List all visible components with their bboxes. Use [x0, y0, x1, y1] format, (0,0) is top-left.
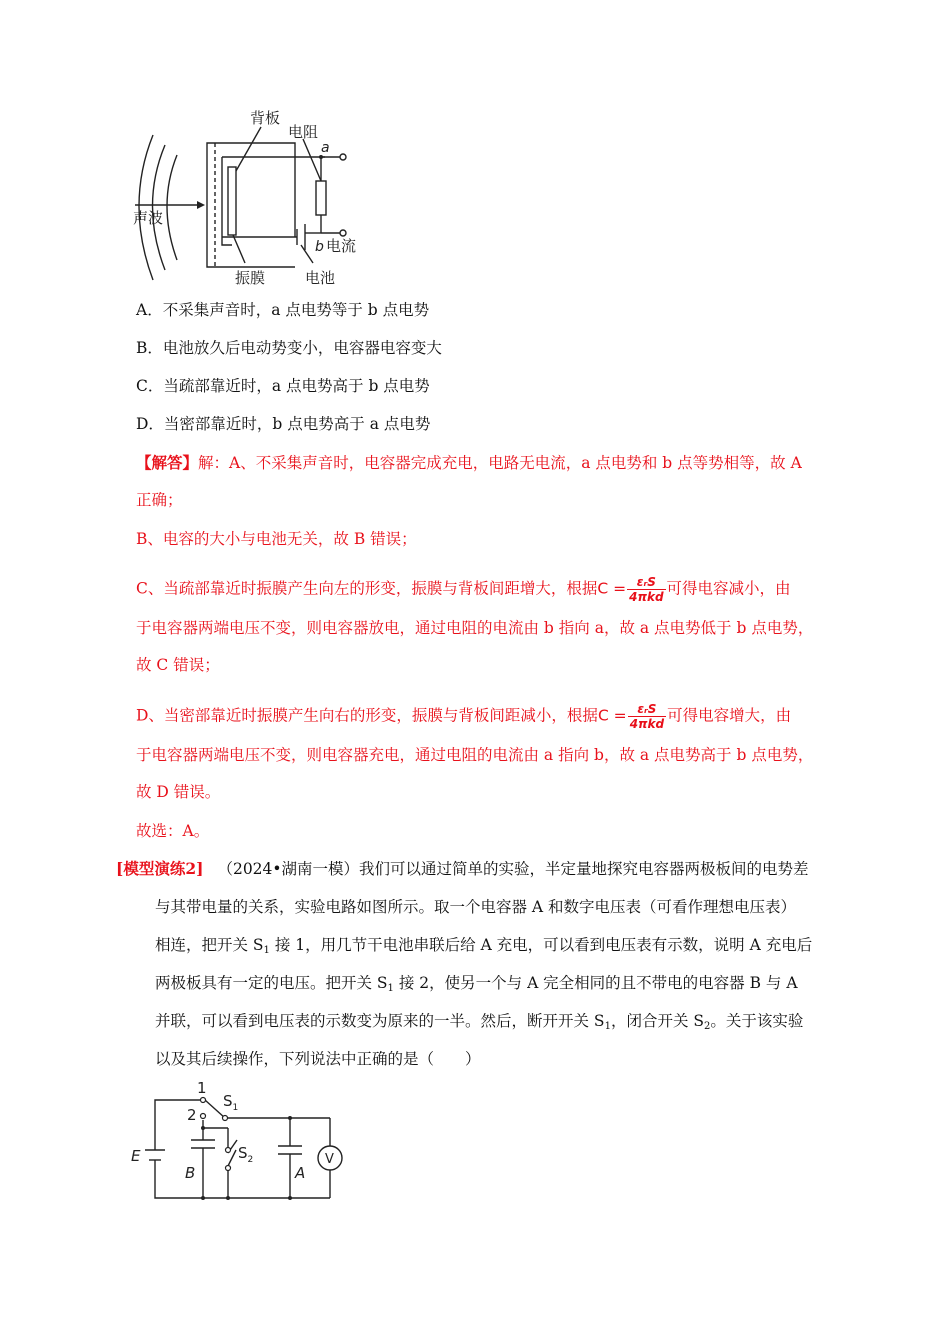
option-b: B．电池放久后电动势变小，电容器电容变大 [136, 339, 442, 357]
label-resistor: 电阻 [288, 123, 319, 141]
sound-wave-arc-3 [167, 155, 177, 260]
answer-a-text: 解：A、不采集声音时，电容器完成充电，电路无电流，a 点电势和 b 点等势相等，故 A [198, 454, 802, 472]
sound-wave-arc-1 [153, 145, 166, 270]
question2-line3: 相连，把开关 $S_1$ 接 1，用几节干电池串联后给 A 充电，可以看到电压表有示数，说明 A 充电后 [155, 936, 813, 956]
answer-line-c2: 于电容器两端电压不变，则电容器放电，通过电阻的电流由 b 指向 a，故 a 点电势低于 b 点电势， [136, 619, 814, 637]
label-terminal-2: 2 [187, 1106, 197, 1124]
label-s1: $S_1$ [223, 1092, 239, 1113]
question2-line2: 与其带电量的关系，实验电路如图所示。取一个电容器 A 和数字电压表（可看作理想电压表） [155, 898, 797, 916]
answer-line-a2: 正确； [136, 491, 183, 509]
label-battery: 电池 [305, 269, 336, 287]
sound-wave-arc-2 [139, 135, 153, 280]
formula-numerator-2: εᵣS [628, 702, 666, 717]
capacitance-formula [627, 575, 665, 604]
answer-d-pre: D、当密部靠近时振膜产生向右的形变，振膜与背板间距减小，根据 [136, 706, 598, 725]
microphone-circuit-diagram [125, 105, 375, 295]
formula-lhs: C = [597, 579, 627, 598]
label-capacitor-a: A [295, 1164, 306, 1182]
answer-d-post: 可得电容增大，由 [667, 706, 792, 725]
label-voltmeter: V [325, 1152, 334, 1167]
option-d: D．当密部靠近时，b 点电势高于 a 点电势 [136, 415, 431, 433]
formula-numerator: εᵣS [627, 575, 665, 590]
answer-line-d2: 于电容器两端电压不变，则电容器充电，通过电阻的电流由 a 指向 b，故 a 点电势高于 b 点电势， [136, 746, 814, 764]
answer-line-c1 [136, 575, 791, 604]
formula-denominator: 4πkd [629, 590, 664, 604]
answer-line-a1 [136, 452, 802, 474]
answer-line-d3: 故 D 错误。 [136, 783, 221, 801]
question2-text1: （2024•湖南一模）我们可以通过简单的实验，半定量地探究电容器两极板间的电势差 [217, 860, 809, 878]
label-capacitor-b: B [185, 1164, 196, 1182]
answer-c-pre: C、当疏部靠近时振膜产生向左的形变，振膜与背板间距增大，根据 [136, 579, 598, 598]
label-s2: $S_2$ [238, 1144, 254, 1165]
question2-tag: [模型演练2] [116, 859, 204, 878]
answer-line-b: B、电容的大小与电池无关，故 B 错误； [136, 530, 417, 548]
label-current: 电流 [326, 237, 357, 255]
label-a: a [321, 140, 330, 156]
label-b: b [315, 239, 324, 255]
capacitance-formula-2 [628, 702, 666, 731]
answer-c-post: 可得电容减小，由 [666, 579, 791, 598]
label-sound-wave: 声波 [133, 209, 164, 227]
formula-denominator-2: 4πkd [629, 717, 665, 731]
label-back-plate: 背板 [250, 109, 281, 127]
answer-line-c3: 故 C 错误； [136, 656, 220, 674]
option-c: C．当疏部靠近时，a 点电势高于 b 点电势 [136, 377, 430, 395]
label-diaphragm: 振膜 [235, 269, 266, 287]
capacitor-circuit-diagram [125, 1078, 355, 1208]
question2-line6: 以及其后续操作，下列说法中正确的是（ ） [155, 1050, 481, 1068]
label-terminal-1: 1 [197, 1079, 207, 1097]
answer-tag: 【解答】 [136, 453, 199, 472]
answer-final: 故选：A。 [136, 822, 210, 840]
formula-lhs-2: C = [597, 706, 627, 725]
label-battery-e: E [131, 1147, 141, 1165]
question2-line4: 两极板具有一定的电压。把开关 $S_1$ 接 2，使另一个与 A 完全相同的且不带电的电容器 B 与 A [155, 974, 798, 994]
question2-line5: 并联，可以看到电压表的示数变为原来的一半。然后，断开开关 $S_1$，闭合开关 $S_2$。关于该实验 [155, 1012, 804, 1032]
question2-line1 [116, 858, 809, 880]
option-a: A．不采集声音时，a 点电势等于 b 点电势 [136, 301, 430, 319]
answer-line-d1 [136, 702, 791, 731]
